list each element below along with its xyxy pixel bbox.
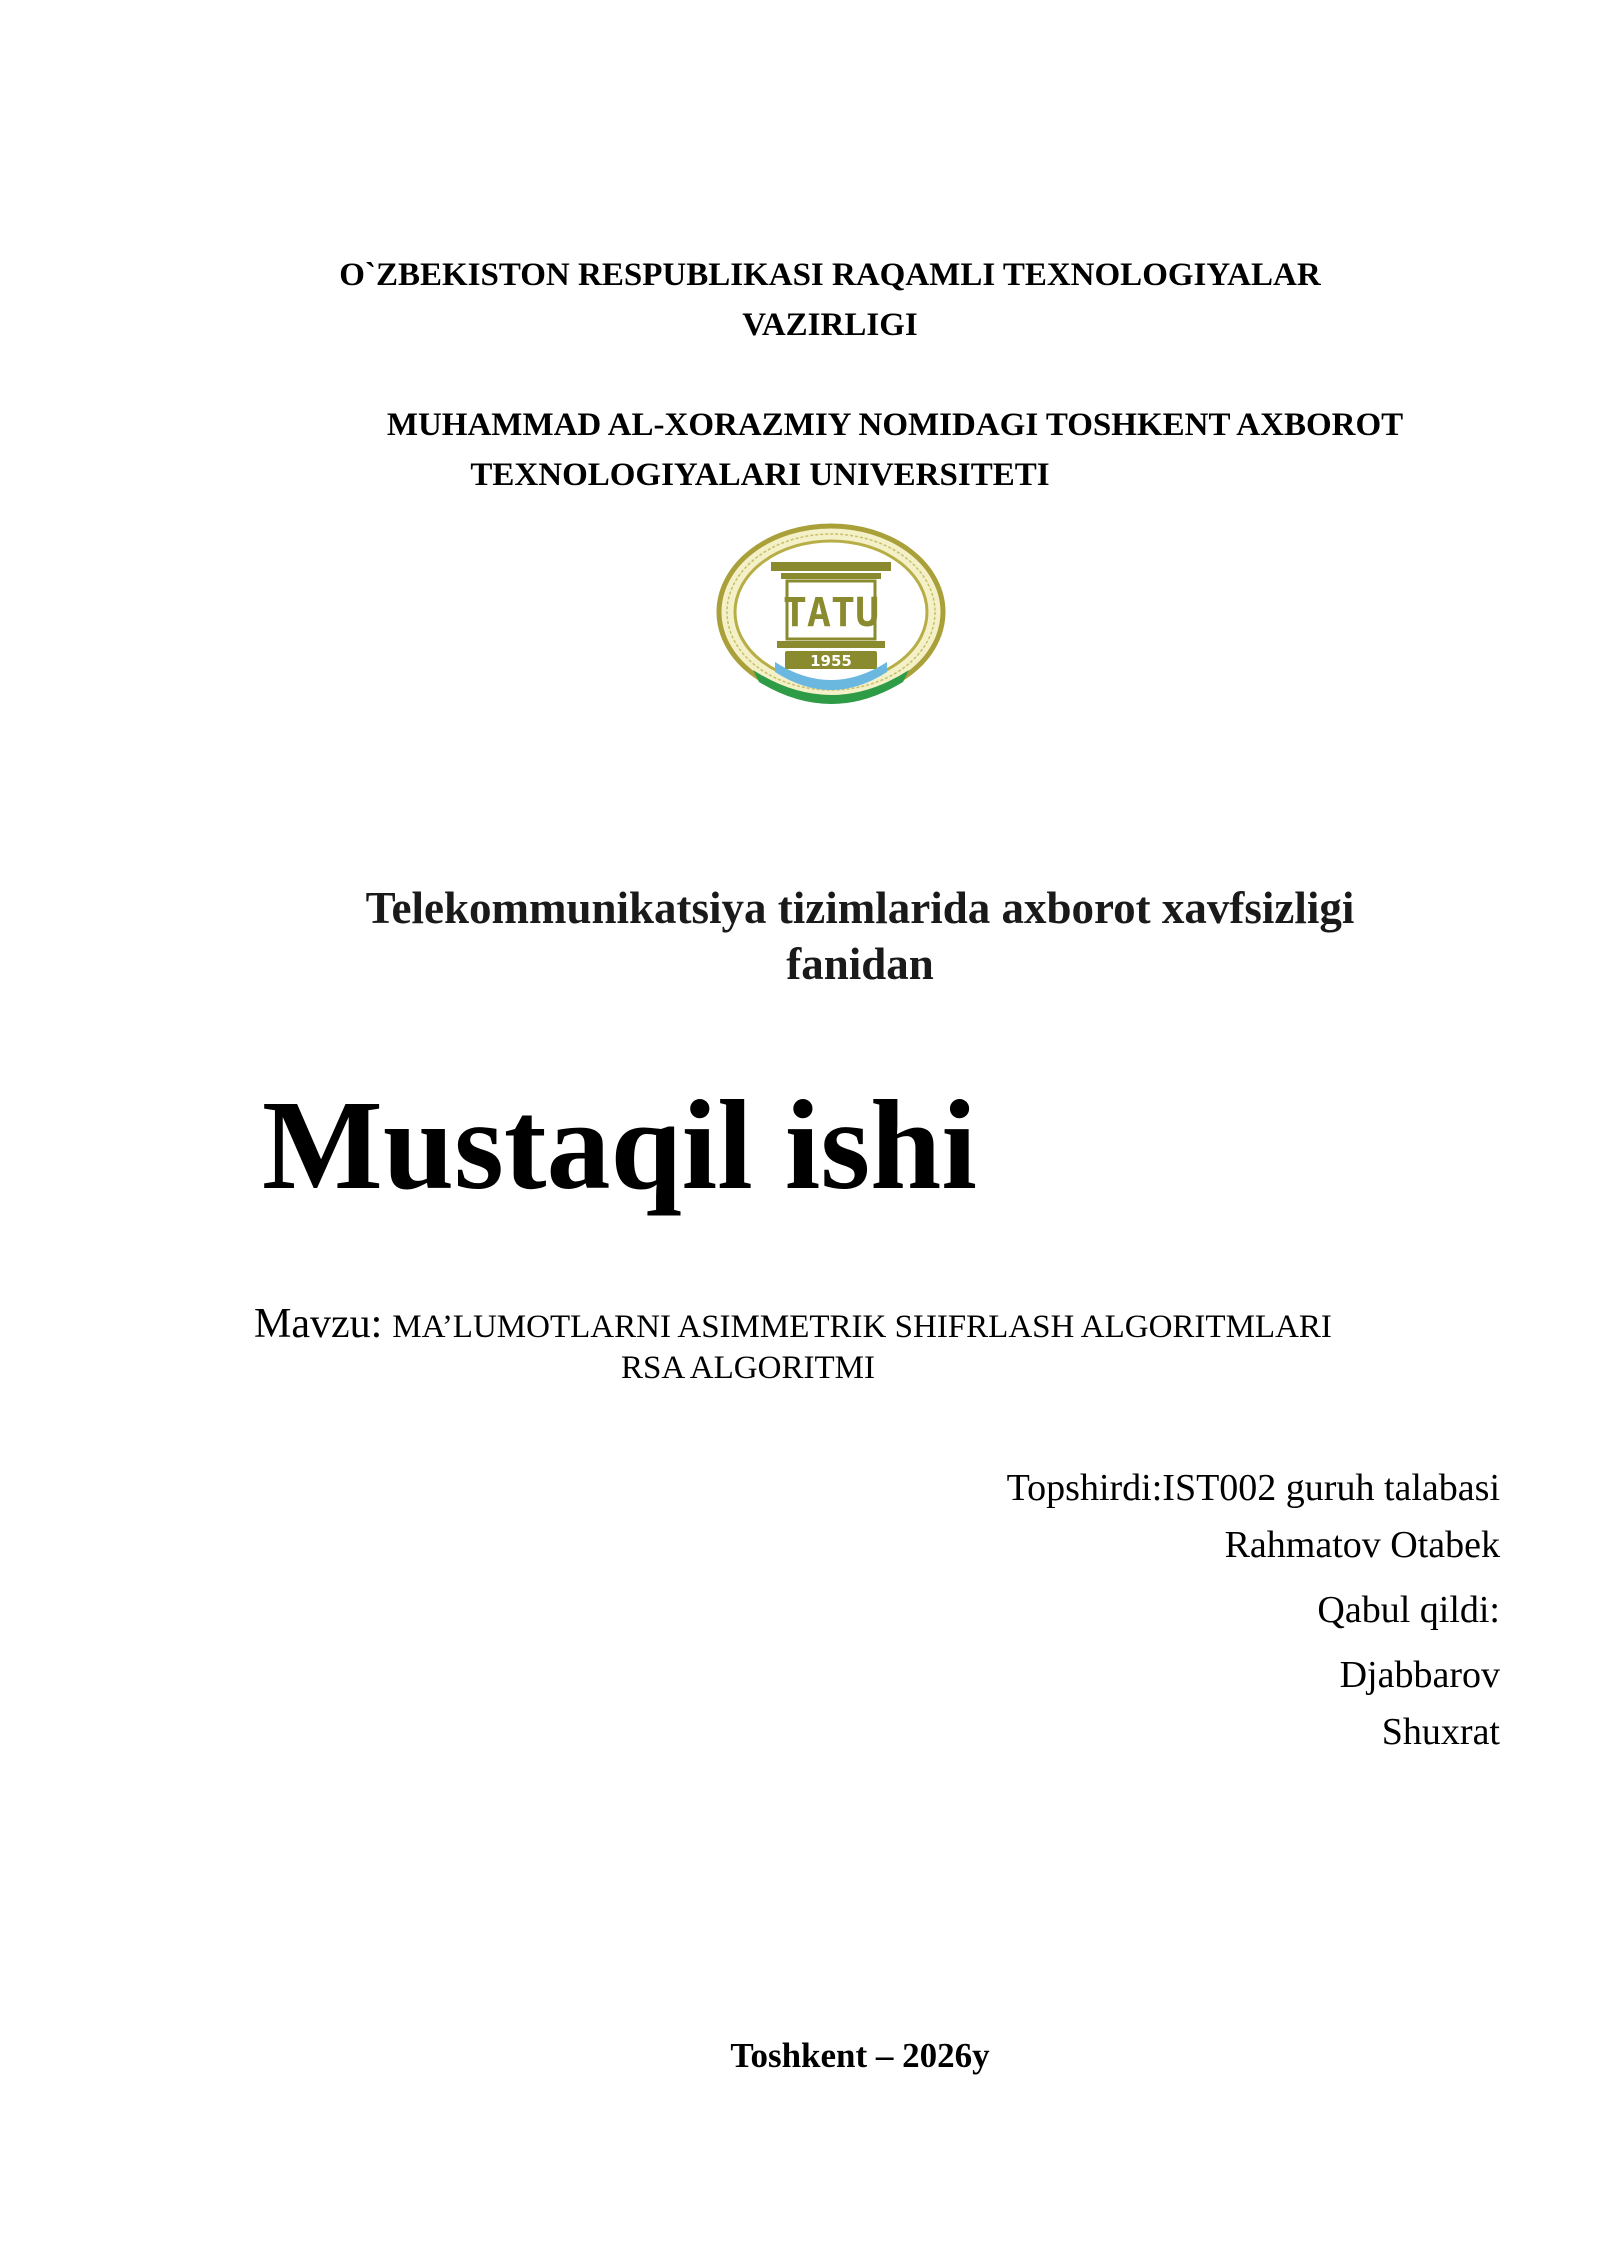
logo-text: TATU	[782, 590, 880, 636]
subject-line-1: Telekommunikatsiya tizimlarida axborot xavfsizligi	[365, 883, 1355, 933]
submission-block	[800, 1460, 1500, 1761]
topic-block	[254, 1300, 1504, 1387]
ministry-line-2: VAZIRLIGI	[742, 307, 918, 343]
topic-label: Mavzu:	[254, 1301, 383, 1347]
subject-heading	[230, 880, 1490, 992]
teacher-surname: Djabbarov	[1339, 1654, 1500, 1696]
subject-line-2: fanidan	[786, 939, 934, 989]
university-line-2: TEXNOLOGIYALARI UNIVERSITETI	[470, 457, 1050, 493]
university-line-1: MUHAMMAD AL-XORAZMIY NOMIDAGI TOSHKENT AXBOROT	[386, 407, 1404, 443]
student-name: Rahmatov Otabek	[1224, 1524, 1500, 1566]
ministry-heading	[230, 250, 1430, 350]
tatu-emblem-icon	[713, 520, 949, 714]
university-heading	[230, 400, 1430, 500]
accepted-by-label: Qabul qildi:	[1317, 1589, 1500, 1631]
submitted-by-label: Topshirdi:IST002 guruh talabasi	[1006, 1467, 1500, 1509]
topic-line-2: RSA ALGORITMI	[621, 1350, 875, 1386]
work-title: Mustaqil ishi	[262, 1074, 977, 1216]
teacher-name: Shuxrat	[1381, 1711, 1500, 1753]
logo-year: 1955	[810, 652, 852, 670]
topic-line-1: MA’LUMOTLARNI ASIMMETRIK SHIFRLASH ALGORITMLARI	[392, 1309, 1332, 1345]
place-and-year: Toshkent – 2026y	[730, 2036, 990, 2075]
ministry-line-1: O`ZBEKISTON RESPUBLIKASI RAQAMLI TEXNOLOGIYALAR	[339, 257, 1321, 293]
